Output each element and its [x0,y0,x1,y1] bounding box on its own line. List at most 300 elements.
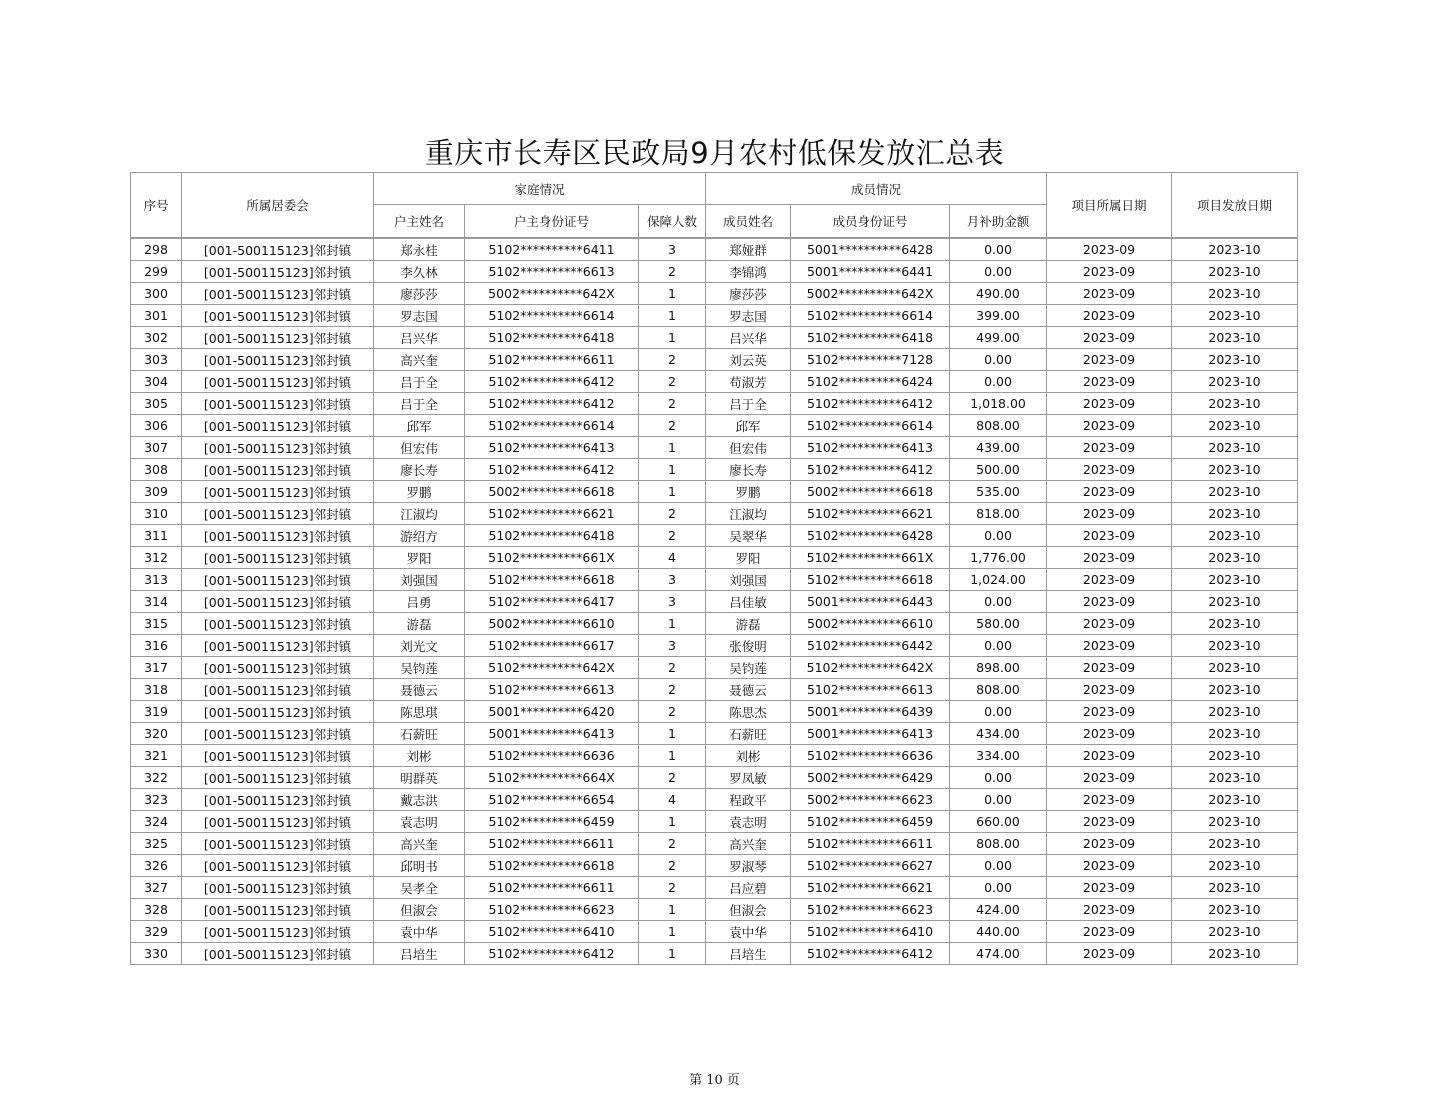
cell-amount: 898.00 [950,657,1047,679]
cell-project-date: 2023-09 [1047,811,1172,833]
cell-seq: 302 [131,327,182,349]
cell-member-id: 5102**********6410 [791,921,950,943]
cell-head-name: 吕于全 [374,371,465,393]
header-head-name: 户主姓名 [374,205,465,239]
cell-release-date: 2023-10 [1172,393,1298,415]
cell-project-date: 2023-09 [1047,745,1172,767]
cell-head-name: 罗鹏 [374,481,465,503]
cell-project-date: 2023-09 [1047,415,1172,437]
cell-head-name: 游磊 [374,613,465,635]
cell-member-name: 罗淑琴 [706,855,791,877]
cell-head-id: 5002**********6618 [465,481,639,503]
table-row [131,525,1298,547]
cell-release-date: 2023-10 [1172,789,1298,811]
cell-member-id: 5102**********642X [791,657,950,679]
cell-release-date: 2023-10 [1172,503,1298,525]
cell-amount: 0.00 [950,349,1047,371]
cell-project-date: 2023-09 [1047,767,1172,789]
cell-member-name: 袁中华 [706,921,791,943]
cell-amount: 818.00 [950,503,1047,525]
cell-head-id: 5102**********6611 [465,349,639,371]
cell-seq: 306 [131,415,182,437]
cell-seq: 301 [131,305,182,327]
cell-covered: 2 [639,503,706,525]
cell-amount: 1,018.00 [950,393,1047,415]
cell-committee: [001-500115123]邻封镇 [182,591,374,613]
cell-member-id: 5001**********6439 [791,701,950,723]
cell-seq: 320 [131,723,182,745]
cell-head-name: 廖莎莎 [374,283,465,305]
cell-project-date: 2023-09 [1047,525,1172,547]
cell-member-name: 高兴奎 [706,833,791,855]
cell-member-name: 袁志明 [706,811,791,833]
header-covered: 保障人数 [639,205,706,239]
cell-committee: [001-500115123]邻封镇 [182,261,374,283]
cell-covered: 1 [639,811,706,833]
cell-project-date: 2023-09 [1047,238,1172,261]
cell-member-id: 5002**********6618 [791,481,950,503]
table-row [131,349,1298,371]
cell-covered: 1 [639,481,706,503]
cell-covered: 1 [639,459,706,481]
table-row [131,459,1298,481]
cell-head-id: 5102**********6413 [465,437,639,459]
cell-release-date: 2023-10 [1172,238,1298,261]
cell-covered: 1 [639,745,706,767]
cell-head-name: 郑永桂 [374,238,465,261]
cell-member-name: 刘云英 [706,349,791,371]
cell-committee: [001-500115123]邻封镇 [182,789,374,811]
cell-covered: 2 [639,833,706,855]
cell-seq: 330 [131,943,182,965]
cell-amount: 399.00 [950,305,1047,327]
cell-release-date: 2023-10 [1172,327,1298,349]
cell-member-id: 5102**********6611 [791,833,950,855]
cell-member-id: 5102**********6614 [791,305,950,327]
cell-covered: 1 [639,723,706,745]
cell-amount: 0.00 [950,261,1047,283]
header-head-id: 户主身份证号 [465,205,639,239]
table-row [131,305,1298,327]
cell-release-date: 2023-10 [1172,437,1298,459]
table-row [131,679,1298,701]
cell-seq: 322 [131,767,182,789]
cell-release-date: 2023-10 [1172,481,1298,503]
cell-head-id: 5102**********6417 [465,591,639,613]
cell-project-date: 2023-09 [1047,547,1172,569]
cell-covered: 3 [639,569,706,591]
table-row [131,657,1298,679]
cell-head-name: 吕勇 [374,591,465,613]
cell-project-date: 2023-09 [1047,877,1172,899]
cell-amount: 440.00 [950,921,1047,943]
cell-covered: 1 [639,305,706,327]
cell-project-date: 2023-09 [1047,261,1172,283]
cell-member-name: 郑娅群 [706,238,791,261]
cell-member-id: 5102**********6412 [791,459,950,481]
header-release-date: 项目发放日期 [1172,173,1298,239]
cell-amount: 535.00 [950,481,1047,503]
cell-member-name: 吴翠华 [706,525,791,547]
cell-amount: 808.00 [950,833,1047,855]
cell-member-name: 但淑会 [706,899,791,921]
cell-head-id: 5102**********6412 [465,943,639,965]
header-committee: 所属居委会 [182,173,374,239]
cell-release-date: 2023-10 [1172,833,1298,855]
cell-member-id: 5102**********6442 [791,635,950,657]
table-row [131,415,1298,437]
cell-project-date: 2023-09 [1047,459,1172,481]
cell-member-id: 5102**********6623 [791,899,950,921]
table-row [131,635,1298,657]
cell-committee: [001-500115123]邻封镇 [182,723,374,745]
cell-amount: 424.00 [950,899,1047,921]
table-row [131,767,1298,789]
cell-member-name: 但宏伟 [706,437,791,459]
cell-member-name: 邱军 [706,415,791,437]
cell-project-date: 2023-09 [1047,833,1172,855]
cell-member-id: 5102**********6413 [791,437,950,459]
cell-project-date: 2023-09 [1047,305,1172,327]
cell-head-name: 石薪旺 [374,723,465,745]
header-family-group: 家庭情况 [374,173,706,205]
table-header [131,173,1298,239]
cell-covered: 1 [639,283,706,305]
cell-amount: 808.00 [950,415,1047,437]
cell-head-name: 刘强国 [374,569,465,591]
cell-amount: 334.00 [950,745,1047,767]
cell-member-id: 5102**********6636 [791,745,950,767]
cell-project-date: 2023-09 [1047,943,1172,965]
cell-committee: [001-500115123]邻封镇 [182,833,374,855]
cell-seq: 321 [131,745,182,767]
cell-amount: 474.00 [950,943,1047,965]
cell-member-id: 5102**********7128 [791,349,950,371]
cell-release-date: 2023-10 [1172,679,1298,701]
cell-project-date: 2023-09 [1047,613,1172,635]
table-row [131,481,1298,503]
cell-release-date: 2023-10 [1172,569,1298,591]
header-member-name: 成员姓名 [706,205,791,239]
cell-member-id: 5102**********6428 [791,525,950,547]
cell-amount: 808.00 [950,679,1047,701]
cell-head-name: 江淑均 [374,503,465,525]
cell-committee: [001-500115123]邻封镇 [182,415,374,437]
cell-amount: 434.00 [950,723,1047,745]
cell-member-id: 5102**********6618 [791,569,950,591]
table-row [131,745,1298,767]
cell-project-date: 2023-09 [1047,503,1172,525]
cell-release-date: 2023-10 [1172,283,1298,305]
cell-member-name: 吕于全 [706,393,791,415]
cell-member-name: 张俊明 [706,635,791,657]
cell-amount: 0.00 [950,238,1047,261]
cell-seq: 314 [131,591,182,613]
cell-head-id: 5102**********664X [465,767,639,789]
cell-seq: 323 [131,789,182,811]
cell-head-id: 5102**********6418 [465,327,639,349]
table-row [131,921,1298,943]
table-row [131,943,1298,965]
cell-head-id: 5002**********642X [465,283,639,305]
table-row [131,261,1298,283]
cell-covered: 2 [639,679,706,701]
cell-covered: 2 [639,525,706,547]
cell-member-id: 5002**********6610 [791,613,950,635]
cell-member-name: 罗凤敏 [706,767,791,789]
cell-committee: [001-500115123]邻封镇 [182,371,374,393]
cell-head-id: 5102**********6411 [465,238,639,261]
cell-head-name: 邱明书 [374,855,465,877]
cell-head-name: 戴志洪 [374,789,465,811]
cell-member-id: 5102**********6621 [791,503,950,525]
cell-seq: 304 [131,371,182,393]
table-row [131,833,1298,855]
cell-head-name: 罗志国 [374,305,465,327]
cell-head-name: 陈思琪 [374,701,465,723]
cell-release-date: 2023-10 [1172,767,1298,789]
cell-amount: 0.00 [950,855,1047,877]
table-row [131,327,1298,349]
cell-committee: [001-500115123]邻封镇 [182,481,374,503]
cell-committee: [001-500115123]邻封镇 [182,525,374,547]
cell-head-id: 5102**********6618 [465,569,639,591]
table-row [131,855,1298,877]
cell-member-id: 5001**********6441 [791,261,950,283]
cell-member-id: 5102**********6614 [791,415,950,437]
cell-covered: 2 [639,701,706,723]
cell-head-name: 廖长寿 [374,459,465,481]
page-title: 重庆市长寿区民政局9月农村低保发放汇总表 [424,136,1005,170]
cell-amount: 0.00 [950,701,1047,723]
cell-member-id: 5102**********661X [791,547,950,569]
cell-member-id: 5001**********6428 [791,238,950,261]
cell-release-date: 2023-10 [1172,525,1298,547]
cell-seq: 312 [131,547,182,569]
cell-seq: 325 [131,833,182,855]
cell-head-name: 高兴奎 [374,349,465,371]
cell-head-name: 袁志明 [374,811,465,833]
table-row [131,437,1298,459]
cell-amount: 0.00 [950,635,1047,657]
cell-seq: 316 [131,635,182,657]
cell-covered: 1 [639,327,706,349]
cell-amount: 0.00 [950,525,1047,547]
cell-amount: 490.00 [950,283,1047,305]
cell-head-id: 5102**********6459 [465,811,639,833]
cell-member-name: 陈思杰 [706,701,791,723]
cell-member-name: 刘强国 [706,569,791,591]
cell-committee: [001-500115123]邻封镇 [182,305,374,327]
cell-seq: 326 [131,855,182,877]
cell-release-date: 2023-10 [1172,943,1298,965]
table-row [131,283,1298,305]
cell-seq: 308 [131,459,182,481]
cell-committee: [001-500115123]邻封镇 [182,701,374,723]
table-row [131,569,1298,591]
cell-head-name: 明群英 [374,767,465,789]
table-row [131,789,1298,811]
cell-head-id: 5102**********6614 [465,415,639,437]
cell-member-id: 5102**********6424 [791,371,950,393]
cell-committee: [001-500115123]邻封镇 [182,283,374,305]
cell-seq: 307 [131,437,182,459]
cell-amount: 499.00 [950,327,1047,349]
cell-covered: 2 [639,349,706,371]
cell-committee: [001-500115123]邻封镇 [182,635,374,657]
cell-covered: 4 [639,547,706,569]
cell-head-id: 5001**********6420 [465,701,639,723]
cell-member-id: 5102**********6621 [791,877,950,899]
cell-member-name: 石薪旺 [706,723,791,745]
cell-covered: 1 [639,921,706,943]
cell-member-name: 聂德云 [706,679,791,701]
header-member-group: 成员情况 [706,173,1047,205]
cell-head-id: 5002**********6610 [465,613,639,635]
cell-member-name: 李锦鸿 [706,261,791,283]
cell-covered: 2 [639,371,706,393]
table-row [131,877,1298,899]
cell-member-id: 5102**********6412 [791,393,950,415]
cell-member-name: 吕培生 [706,943,791,965]
cell-committee: [001-500115123]邻封镇 [182,899,374,921]
cell-head-name: 袁中华 [374,921,465,943]
cell-member-id: 5102**********6613 [791,679,950,701]
cell-covered: 3 [639,635,706,657]
cell-head-id: 5102**********6618 [465,855,639,877]
cell-covered: 2 [639,877,706,899]
cell-release-date: 2023-10 [1172,635,1298,657]
table-row [131,371,1298,393]
table-row [131,591,1298,613]
cell-head-id: 5102**********6613 [465,679,639,701]
header-project-date: 项目所属日期 [1047,173,1172,239]
header-seq: 序号 [131,173,182,239]
cell-amount: 1,024.00 [950,569,1047,591]
cell-head-name: 吕于全 [374,393,465,415]
table-body [131,238,1298,965]
cell-release-date: 2023-10 [1172,261,1298,283]
cell-project-date: 2023-09 [1047,701,1172,723]
cell-release-date: 2023-10 [1172,591,1298,613]
cell-seq: 303 [131,349,182,371]
cell-seq: 310 [131,503,182,525]
cell-amount: 660.00 [950,811,1047,833]
table-row [131,723,1298,745]
cell-covered: 2 [639,657,706,679]
cell-head-id: 5102**********6611 [465,877,639,899]
cell-release-date: 2023-10 [1172,723,1298,745]
cell-amount: 580.00 [950,613,1047,635]
cell-head-name: 刘彬 [374,745,465,767]
cell-head-id: 5001**********6413 [465,723,639,745]
cell-release-date: 2023-10 [1172,547,1298,569]
cell-covered: 1 [639,613,706,635]
cell-member-id: 5001**********6413 [791,723,950,745]
cell-member-name: 程政平 [706,789,791,811]
cell-head-name: 聂德云 [374,679,465,701]
cell-committee: [001-500115123]邻封镇 [182,547,374,569]
cell-head-id: 5102**********661X [465,547,639,569]
cell-member-id: 5002**********6623 [791,789,950,811]
cell-head-name: 吴孝全 [374,877,465,899]
cell-head-name: 刘光文 [374,635,465,657]
cell-head-id: 5102**********6412 [465,393,639,415]
cell-covered: 1 [639,943,706,965]
cell-release-date: 2023-10 [1172,459,1298,481]
cell-project-date: 2023-09 [1047,481,1172,503]
cell-member-id: 5002**********642X [791,283,950,305]
cell-committee: [001-500115123]邻封镇 [182,811,374,833]
cell-head-id: 5102**********6623 [465,899,639,921]
header-member-id: 成员身份证号 [791,205,950,239]
cell-member-name: 罗鹏 [706,481,791,503]
cell-head-name: 李久林 [374,261,465,283]
cell-seq: 305 [131,393,182,415]
cell-committee: [001-500115123]邻封镇 [182,349,374,371]
cell-covered: 2 [639,415,706,437]
page-number: 第 10 页 [689,1073,740,1088]
cell-release-date: 2023-10 [1172,899,1298,921]
cell-amount: 0.00 [950,591,1047,613]
cell-head-id: 5102**********6613 [465,261,639,283]
cell-project-date: 2023-09 [1047,393,1172,415]
cell-head-name: 邱军 [374,415,465,437]
cell-head-id: 5102**********6412 [465,459,639,481]
cell-member-name: 游磊 [706,613,791,635]
cell-project-date: 2023-09 [1047,327,1172,349]
cell-release-date: 2023-10 [1172,811,1298,833]
cell-member-name: 江淑均 [706,503,791,525]
cell-member-id: 5001**********6443 [791,591,950,613]
cell-covered: 3 [639,591,706,613]
cell-seq: 319 [131,701,182,723]
cell-project-date: 2023-09 [1047,569,1172,591]
allowance-table [130,172,1298,965]
cell-member-id: 5102**********6418 [791,327,950,349]
cell-head-id: 5102**********6654 [465,789,639,811]
cell-committee: [001-500115123]邻封镇 [182,238,374,261]
cell-head-name: 游绍方 [374,525,465,547]
cell-project-date: 2023-09 [1047,723,1172,745]
table-row [131,238,1298,261]
cell-release-date: 2023-10 [1172,701,1298,723]
cell-member-name: 廖长寿 [706,459,791,481]
cell-project-date: 2023-09 [1047,283,1172,305]
cell-head-id: 5102**********6621 [465,503,639,525]
cell-release-date: 2023-10 [1172,921,1298,943]
cell-seq: 298 [131,238,182,261]
header-amount: 月补助金额 [950,205,1047,239]
cell-release-date: 2023-10 [1172,305,1298,327]
cell-project-date: 2023-09 [1047,591,1172,613]
cell-member-name: 刘彬 [706,745,791,767]
table-row [131,393,1298,415]
cell-covered: 4 [639,789,706,811]
cell-committee: [001-500115123]邻封镇 [182,393,374,415]
cell-seq: 327 [131,877,182,899]
cell-member-name: 吴钧莲 [706,657,791,679]
cell-committee: [001-500115123]邻封镇 [182,437,374,459]
cell-member-id: 5102**********6627 [791,855,950,877]
cell-committee: [001-500115123]邻封镇 [182,943,374,965]
cell-covered: 2 [639,393,706,415]
cell-member-name: 罗阳 [706,547,791,569]
table-row [131,613,1298,635]
cell-project-date: 2023-09 [1047,635,1172,657]
cell-head-name: 罗阳 [374,547,465,569]
cell-release-date: 2023-10 [1172,415,1298,437]
